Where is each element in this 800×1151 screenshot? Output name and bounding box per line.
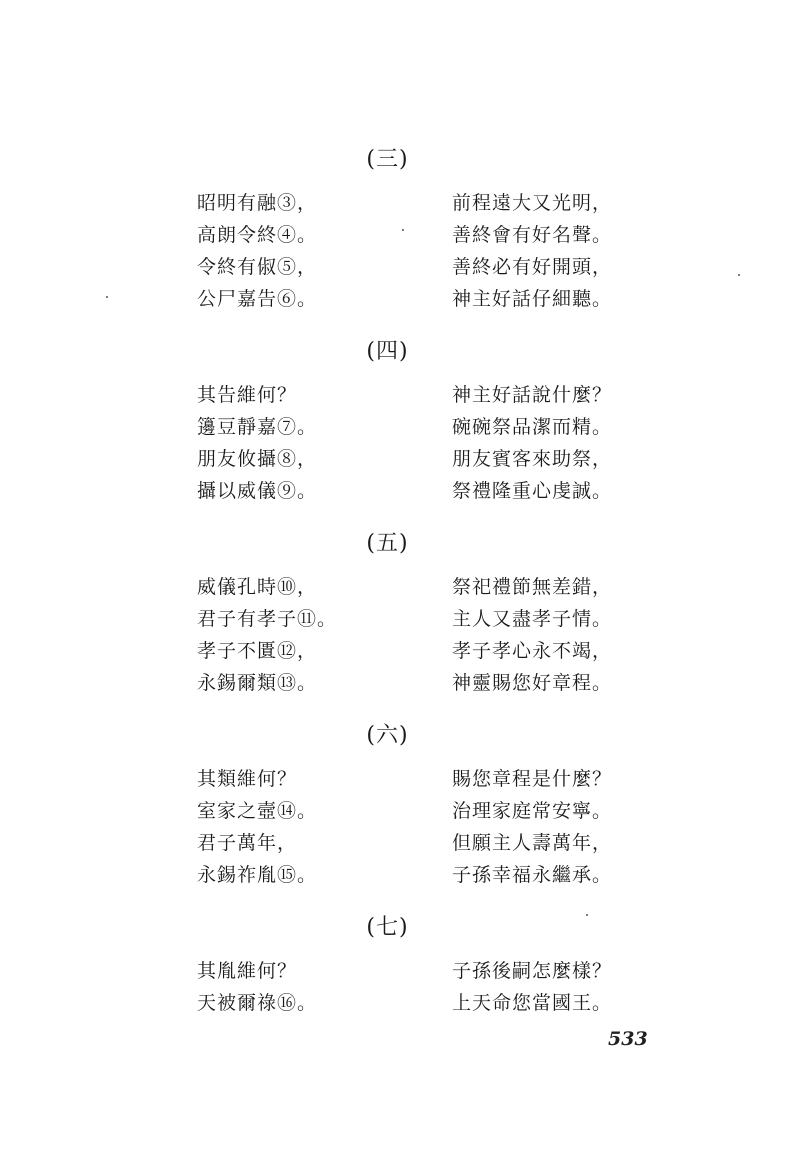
translation-line: 祭禮隆重心虔誠。: [452, 480, 613, 502]
original-line: 室家之壼⑭。: [197, 800, 318, 822]
original-line: 昭明有融③，: [197, 192, 318, 214]
stanza-heading: (四): [366, 339, 409, 364]
translation-line: 上天命您當國王。: [452, 992, 613, 1014]
translation-line: 主人又盡孝子情。: [452, 608, 613, 630]
translation-line: 神主好話仔細聽。: [452, 288, 613, 310]
translation-line: 子孫後嗣怎麼樣？: [452, 960, 613, 982]
translation-line: 神主好話說什麼？: [452, 384, 613, 406]
original-line: 君子萬年，: [197, 832, 298, 854]
original-line: 攝以威儀⑨。: [197, 480, 318, 502]
original-line: 公尸嘉告⑥。: [197, 288, 318, 310]
stanza-heading: (五): [366, 531, 409, 556]
original-line: 永錫祚胤⑮。: [197, 864, 318, 886]
original-line: 其類維何？: [197, 768, 298, 790]
translation-line: 神靈賜您好章程。: [452, 672, 613, 694]
stanza-heading: (六): [366, 723, 409, 748]
translation-line: 善終會有好名聲。: [452, 224, 613, 246]
translation-line: 孝子孝心永不竭，: [452, 640, 613, 662]
original-line: 永錫爾類⑬。: [197, 672, 318, 694]
scan-speck: [738, 274, 740, 276]
original-line: 威儀孔時⑩，: [197, 576, 318, 598]
original-line: 籩豆靜嘉⑦。: [197, 416, 318, 438]
scan-speck: [402, 229, 404, 231]
original-line: 其告維何？: [197, 384, 298, 406]
original-line: 孝子不匱⑫，: [197, 640, 318, 662]
translation-line: 子孫幸福永繼承。: [452, 864, 613, 886]
translation-line: 前程遠大又光明，: [452, 192, 613, 214]
original-line: 高朗令終④。: [197, 224, 318, 246]
page-number: 533: [608, 1028, 648, 1050]
original-line: 令終有俶⑤，: [197, 256, 318, 278]
original-line: 天被爾祿⑯。: [197, 992, 318, 1014]
scan-speck: [586, 914, 588, 916]
translation-line: 善終必有好開頭，: [452, 256, 613, 278]
stanza-heading: (七): [366, 915, 409, 940]
translation-line: 祭祀禮節無差錯，: [452, 576, 613, 598]
original-line: 其胤維何？: [197, 960, 298, 982]
translation-line: 朋友賓客來助祭，: [452, 448, 613, 470]
original-line: 君子有孝子⑪。: [197, 608, 338, 630]
translation-line: 碗碗祭品潔而精。: [452, 416, 613, 438]
stanza-heading: (三): [366, 147, 409, 172]
translation-line: 治理家庭常安寧。: [452, 800, 613, 822]
original-line: 朋友攸攝⑧，: [197, 448, 318, 470]
translation-line: 賜您章程是什麼？: [452, 768, 613, 790]
scan-speck: [106, 296, 108, 298]
translation-line: 但願主人壽萬年，: [452, 832, 613, 854]
